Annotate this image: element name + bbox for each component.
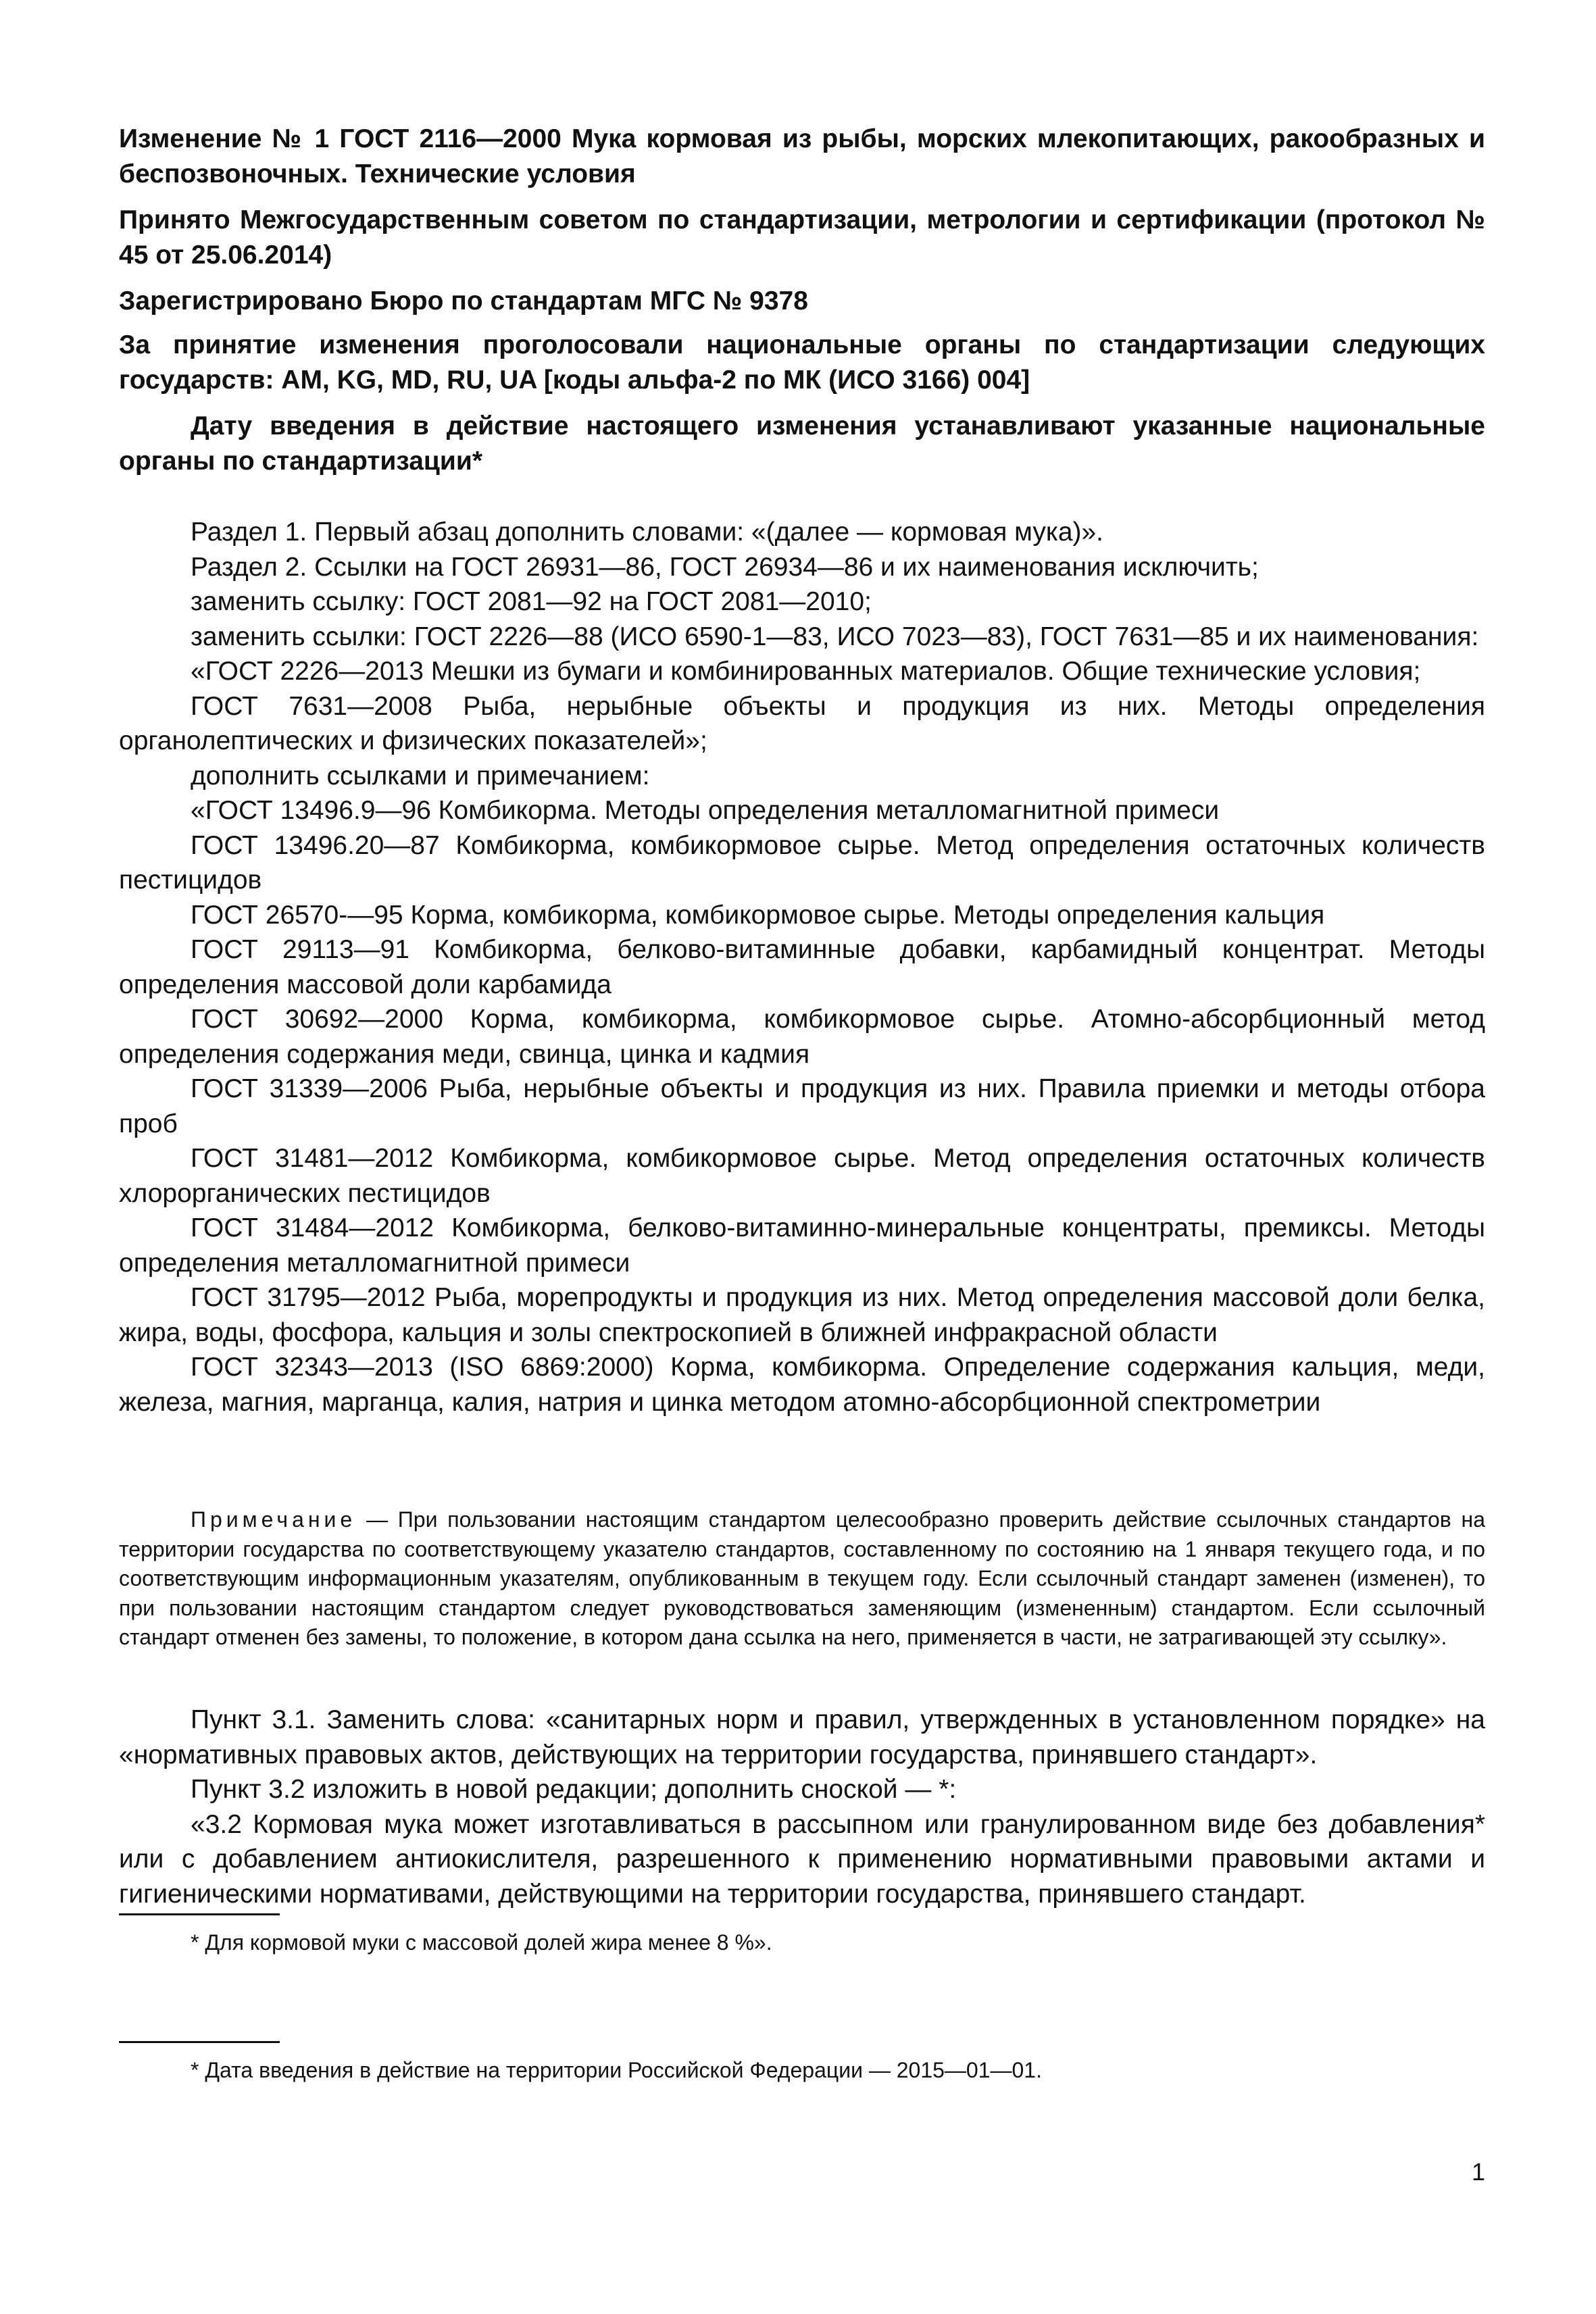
body-paragraph: заменить ссылку: ГОСТ 2081—92 на ГОСТ 2081—2010; — [191, 587, 872, 616]
body-paragraph: ГОСТ 31339—2006 Рыба, нерыбные объекты и продукция из них. Правила приемки и методы отбора проб — [119, 1074, 1485, 1138]
body-paragraph: дополнить ссылками и примечанием: — [191, 761, 650, 790]
effective-date-text: Дату введения в действие настоящего изменения устанавливают указанные национальные органы по стандартизации* — [119, 411, 1485, 476]
body-paragraph: ГОСТ 26570-—95 Корма, комбикорма, комбикормовое сырье. Методы определения кальция — [191, 900, 1325, 930]
body-paragraph: ГОСТ 31484—2012 Комбикорма, белково-витаминно-минеральные концентраты, премиксы. Методы определения металломагнитной примеси — [119, 1213, 1485, 1278]
body-paragraph: Раздел 1. Первый абзац дополнить словами: «(далее — кормовая мука)». — [191, 518, 1104, 547]
footnote-divider — [119, 1913, 280, 1915]
note-text: — При пользовании настоящим стандартом целесообразно проверить действие ссылочных стандартов на территории государства по соответствующему указателю стандартов, составленному по состоянию на 1 января текущего года, и по соответствующим информационным указателям, опубликованным в текущем году. Если ссылочный стандарт заменен (изменен), то при пользовании настоящим стандартом следует руководствоваться заменяющим (измененным) стандартом. Если ссылочный стандарт отменен без замены, то положение, в котором дана ссылка на него, применяется в части, не затрагивающей эту ссылку». — [119, 1507, 1485, 1649]
body-paragraph: «ГОСТ 13496.9—96 Комбикорма. Методы определения металломагнитной примеси — [191, 796, 1220, 825]
body-paragraph: ГОСТ 30692—2000 Корма, комбикорма, комбикормовое сырье. Атомно-абсорбционный метод определения содержания меди, свинца, цинка и кадмия — [119, 1005, 1485, 1069]
body-paragraph: Пункт 3.2 изложить в новой редакции; дополнить сноской — *: — [191, 1775, 957, 1804]
body-paragraph: ГОСТ 13496.20—87 Комбикорма, комбикормовое сырье. Метод определения остаточных количеств пестицидов — [119, 830, 1485, 895]
voted-text: За принятие изменения проголосовали национальные органы по стандартизации следующих государств: AM, KG, MD, RU, UA [коды альфа-2 по МК (ИСО 3166) 004] — [119, 330, 1485, 395]
amendment-body-continued — [119, 1703, 1485, 1911]
page-number: 1 — [1471, 2158, 1485, 2186]
change-title — [119, 122, 1485, 192]
effective-date-statement — [119, 409, 1485, 479]
body-paragraph: ГОСТ 32343—2013 (ISO 6869:2000) Корма, комбикорма. Определение содержания кальция, меди, железа, магния, марганца, калия, натрия и цинка методом атомно-абсорбционной спектрометрии — [119, 1353, 1485, 1417]
amendment-body — [119, 515, 1485, 1419]
footnote-divider — [119, 2041, 280, 2043]
body-paragraph: ГОСТ 29113—91 Комбикорма, белково-витаминные добавки, карбамидный концентрат. Методы определения массовой доли карбамида — [119, 935, 1485, 999]
body-paragraph: ГОСТ 31795—2012 Рыба, морепродукты и продукция из них. Метод определения массовой доли белка, жира, воды, фосфора, кальция и золы спектроскопией в ближней инфракрасной области — [119, 1283, 1485, 1347]
adopted-statement — [119, 203, 1485, 273]
voted-statement — [119, 328, 1485, 398]
note — [119, 1505, 1485, 1653]
body-paragraph: Пункт 3.1. Заменить слова: «санитарных норм и правил, утвержденных в установленном порядке» на «нормативных правовых актов, действующих на территории государства, принявшего стандарт». — [119, 1705, 1485, 1769]
body-paragraph: заменить ссылки: ГОСТ 2226—88 (ИСО 6590-1—83, ИСО 7023—83), ГОСТ 7631—85 и их наименования: — [191, 622, 1479, 651]
body-paragraph: ГОСТ 31481—2012 Комбикорма, комбикормовое сырье. Метод определения остаточных количеств хлорорганических пестицидов — [119, 1144, 1485, 1208]
body-paragraph: Раздел 2. Ссылки на ГОСТ 26931—86, ГОСТ 26934—86 и их наименования исключить; — [191, 552, 1259, 582]
change-title-text: Изменение № 1 ГОСТ 2116—2000 Мука кормовая из рыбы, морских млекопитающих, ракообразных и беспозвоночных. Технические условия — [119, 124, 1485, 188]
footnote-date: * Дата введения в действие на территории Российской Федерации — 2015—01—01. — [191, 2058, 1042, 2082]
note-lead: Примечание — [191, 1507, 357, 1532]
registered-text: Зарегистрировано Бюро по стандартам МГС № 9378 — [119, 286, 808, 316]
body-paragraph: «ГОСТ 2226—2013 Мешки из бумаги и комбинированных материалов. Общие технические условия; — [191, 657, 1421, 686]
body-paragraph: ГОСТ 7631—2008 Рыба, нерыбные объекты и продукция из них. Методы определения органолептических и физических показателей»; — [119, 691, 1485, 755]
adopted-text: Принято Межгосударственным советом по стандартизации, метрологии и сертификации (протокол № 45 от 25.06.2014) — [119, 205, 1485, 270]
footnote-fat: * Для кормовой муки с массовой долей жира менее 8 %». — [191, 1930, 772, 1955]
registered-statement — [119, 284, 1485, 319]
body-paragraph: «3.2 Кормовая мука может изготавливаться в рассыпном или гранулированном виде без добавления* или с добавлением антиокислителя, разрешенного к применению нормативными правовыми актами и гигиеническими нормативами, действующими на территории государства, принявшего стандарт. — [119, 1809, 1485, 1909]
